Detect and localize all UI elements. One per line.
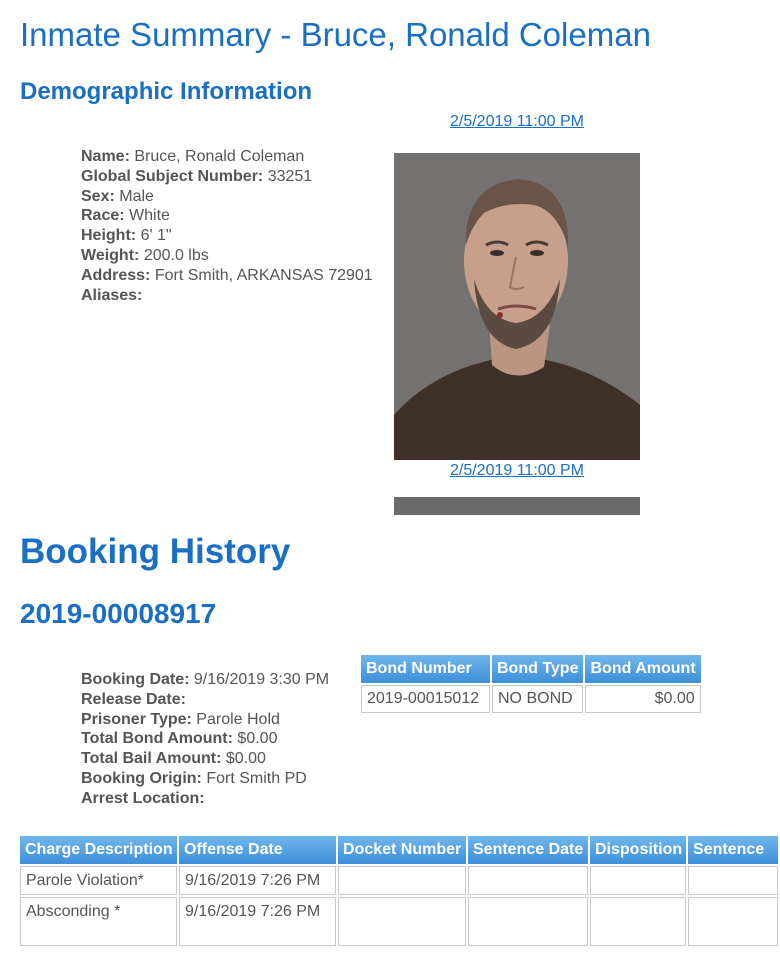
weight-label: Weight:	[81, 246, 140, 264]
charge-description-header: Charge Description	[20, 836, 177, 864]
weight-value: 200.0 lbs	[143, 246, 209, 264]
prisoner-type-row	[81, 710, 329, 730]
arrest-location-row	[81, 789, 329, 809]
disposition-cell	[590, 897, 686, 946]
charges-header-row	[20, 836, 778, 864]
total-bond-amount-label: Total Bond Amount:	[81, 730, 233, 748]
offense-date-cell: 9/16/2019 7:26 PM	[179, 897, 336, 946]
bond-amount-cell: $0.00	[585, 685, 700, 713]
bond-row	[361, 685, 701, 713]
total-bail-amount-label: Total Bail Amount:	[81, 750, 222, 768]
sentence-date-header: Sentence Date	[468, 836, 588, 864]
docket-number-header: Docket Number	[338, 836, 466, 864]
race-row	[81, 206, 373, 226]
bond-table-header-row	[361, 655, 701, 683]
bond-number-cell: 2019-00015012	[361, 685, 490, 713]
sentence-cell	[688, 897, 778, 946]
sentence-header: Sentence	[688, 836, 778, 864]
demographic-section-title: Demographic Information	[20, 78, 313, 105]
address-row	[81, 266, 373, 286]
page-title: Inmate Summary - Bruce, Ronald Coleman	[20, 16, 651, 53]
race-label: Race:	[81, 207, 125, 225]
bond-amount-header: Bond Amount	[585, 655, 700, 683]
photo-gallery[interactable]	[394, 113, 640, 515]
charge-description-cell: Absconding *	[20, 897, 177, 946]
booking-date-value: 9/16/2019 3:30 PM	[193, 671, 330, 688]
mugshot-illustration	[394, 153, 640, 460]
release-date-label: Release Date:	[81, 690, 186, 708]
booking-history-title: Booking History	[20, 532, 291, 571]
total-bond-amount-value: $0.00	[237, 730, 278, 748]
aliases-label: Aliases:	[81, 286, 143, 304]
booking-origin-row	[81, 769, 329, 789]
height-row	[81, 226, 373, 246]
docket-number-cell	[338, 897, 466, 946]
name-label: Name:	[81, 148, 130, 165]
sex-row	[81, 187, 373, 207]
release-date-row	[81, 690, 329, 710]
bond-type-header: Bond Type	[492, 655, 583, 683]
mugshot-photo	[394, 153, 640, 460]
disposition-header: Disposition	[590, 836, 686, 864]
docket-number-cell	[338, 866, 466, 895]
disposition-cell	[590, 866, 686, 895]
charge-row	[20, 897, 778, 946]
total-bail-amount-value: $0.00	[225, 750, 266, 768]
name-row	[81, 147, 373, 167]
sentence-cell	[688, 866, 778, 895]
demographic-details	[81, 147, 373, 305]
address-label: Address:	[81, 266, 151, 284]
booking-date-row	[81, 670, 329, 690]
prisoner-type-label: Prisoner Type:	[81, 710, 192, 728]
global-subject-number-value: 33251	[267, 167, 313, 185]
sex-value: Male	[119, 187, 154, 205]
global-subject-number-row	[81, 167, 373, 187]
bond-type-cell: NO BOND	[492, 685, 583, 713]
charges-table	[18, 834, 780, 948]
prisoner-type-value: Parole Hold	[196, 710, 280, 728]
booking-date-label: Booking Date:	[81, 671, 190, 688]
arrest-location-label: Arrest Location:	[81, 789, 205, 807]
sentence-date-cell	[468, 897, 588, 946]
booking-number: 2019-00008917	[20, 598, 217, 629]
aliases-row	[81, 286, 373, 306]
offense-date-header: Offense Date	[179, 836, 336, 864]
previous-photo-date-link[interactable]: 2/5/2019 11:00 PM	[449, 113, 585, 130]
booking-details	[81, 670, 329, 809]
charge-description-cell: Parole Violation*	[20, 866, 177, 895]
next-photo-thumbnail[interactable]	[394, 497, 640, 515]
height-label: Height:	[81, 227, 137, 245]
race-value: White	[129, 207, 170, 225]
charge-row	[20, 866, 778, 895]
bond-number-header: Bond Number	[361, 655, 490, 683]
bond-table	[359, 653, 703, 715]
sentence-date-cell	[468, 866, 588, 895]
name-value: Bruce, Ronald Coleman	[134, 148, 305, 165]
address-value: Fort Smith, ARKANSAS 72901	[154, 266, 373, 284]
offense-date-cell: 9/16/2019 7:26 PM	[179, 866, 336, 895]
height-value: 6' 1"	[140, 227, 172, 245]
global-subject-number-label: Global Subject Number:	[81, 167, 264, 185]
photo-date-link[interactable]: 2/5/2019 11:00 PM	[449, 462, 585, 479]
sex-label: Sex:	[81, 187, 115, 205]
total-bail-amount-row	[81, 749, 329, 769]
booking-origin-label: Booking Origin:	[81, 769, 202, 787]
booking-origin-value: Fort Smith PD	[206, 769, 307, 787]
charges-table-container[interactable]	[18, 834, 765, 948]
weight-row	[81, 246, 373, 266]
total-bond-amount-row	[81, 729, 329, 749]
